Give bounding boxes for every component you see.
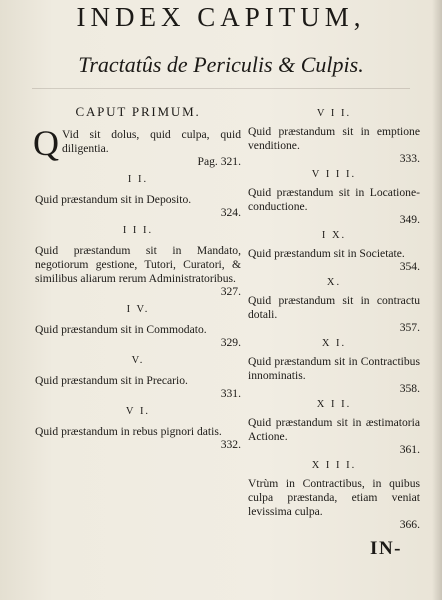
catchword: IN- <box>370 538 402 559</box>
chapter-entry-6 <box>35 406 241 451</box>
chapter-numeral: I I I. <box>122 225 154 236</box>
chapter-entry-text: Quid præstandum sit in Contractibus innominatis. 358. <box>248 355 420 395</box>
chapter-numeral: V I I. <box>316 108 352 119</box>
chapter-entry-12 <box>248 399 420 456</box>
chapter-entry-10 <box>248 277 420 334</box>
chapter-entry-8 <box>248 169 420 226</box>
chapter-numeral: I I. <box>127 174 149 185</box>
chapter-numeral: X. <box>326 277 342 288</box>
page-reference: 324. <box>220 206 241 219</box>
chapter-entry-text: Quid præstandum sit in Precario. 331. <box>35 374 241 400</box>
page-reference: 331. <box>220 387 241 400</box>
chapter-entry-text: Quid præstandum sit in emptione venditione. 333. <box>248 125 420 165</box>
page-reference: 361. <box>399 443 420 456</box>
page-reference: Pag. 321. <box>197 155 241 168</box>
chapter-entry-text: Quid præstandum sit in Locatione-conductione. 349. <box>248 186 420 226</box>
chapter-entry-4 <box>35 304 241 349</box>
treatise-subtitle: Tractatûs de Periculis & Culpis. <box>78 52 364 77</box>
page-reference: 357. <box>399 321 420 334</box>
chapter-numeral: V I. <box>125 406 151 417</box>
chapter-entry-5 <box>35 355 241 400</box>
caput-heading: CAPUT PRIMUM. <box>75 104 201 119</box>
chapter-entry-3 <box>35 225 241 298</box>
chapter-numeral: I X. <box>321 230 347 241</box>
index-header-title: INDEX CAPITUM, <box>76 2 366 32</box>
chapter-numeral: X I I I. <box>311 460 357 471</box>
chapter-entry-text: Quid præstandum sit in Societate. 354. <box>248 247 420 273</box>
chapter-entry-9 <box>248 230 420 273</box>
right-column <box>248 104 420 531</box>
chapter-entry-7 <box>248 108 420 165</box>
drop-cap: Q <box>33 123 59 163</box>
chapter-numeral: X I I. <box>316 399 352 410</box>
page-reference: 358. <box>399 382 420 395</box>
chapter-entry-text: Q Vid sit dolus, quid culpa, quid diligentia. Pag. 321. <box>33 123 241 168</box>
chapter-entry-11 <box>248 338 420 395</box>
chapter-entry-1 <box>33 123 241 168</box>
chapter-numeral: I V. <box>126 304 150 315</box>
chapter-entry-text: Vtrùm in Contractibus, in quibus culpa præstanda, etiam veniat levissima culpa. 366. <box>248 477 420 531</box>
page-reference: 349. <box>399 213 420 226</box>
chapter-entry-text: Quid præstandum sit in Deposito. 324. <box>35 193 241 219</box>
chapter-entry-13 <box>248 460 420 531</box>
page-reference: 366. <box>399 518 420 531</box>
page-reference: 327. <box>220 285 241 298</box>
chapter-numeral: X I. <box>321 338 347 349</box>
chapter-entry-text: Quid præstandum sit in contractu dotali. 357. <box>248 294 420 334</box>
page-reference: 333. <box>399 152 420 165</box>
chapter-entry-text: Quid præstandum in rebus pignori datis. 332. <box>35 425 241 451</box>
chapter-numeral: V. <box>131 355 145 366</box>
chapter-entry-2 <box>35 174 241 219</box>
page-reference: 329. <box>220 336 241 349</box>
chapter-numeral: V I I I. <box>311 169 357 180</box>
chapter-entry-text: Quid præstandum sit in Mandato, negotiorum gestione, Tutori, Curatori, & similibus aliarum rerum Administratoribus. 327. <box>35 244 241 298</box>
left-column <box>35 104 241 451</box>
page-reference: 332. <box>220 438 241 451</box>
divider <box>32 88 410 89</box>
page-reference: 354. <box>399 260 420 273</box>
chapter-entry-text: Quid præstandum sit in æstimatoria Actione. 361. <box>248 416 420 456</box>
chapter-entry-text: Quid præstandum sit in Commodato. 329. <box>35 323 241 349</box>
